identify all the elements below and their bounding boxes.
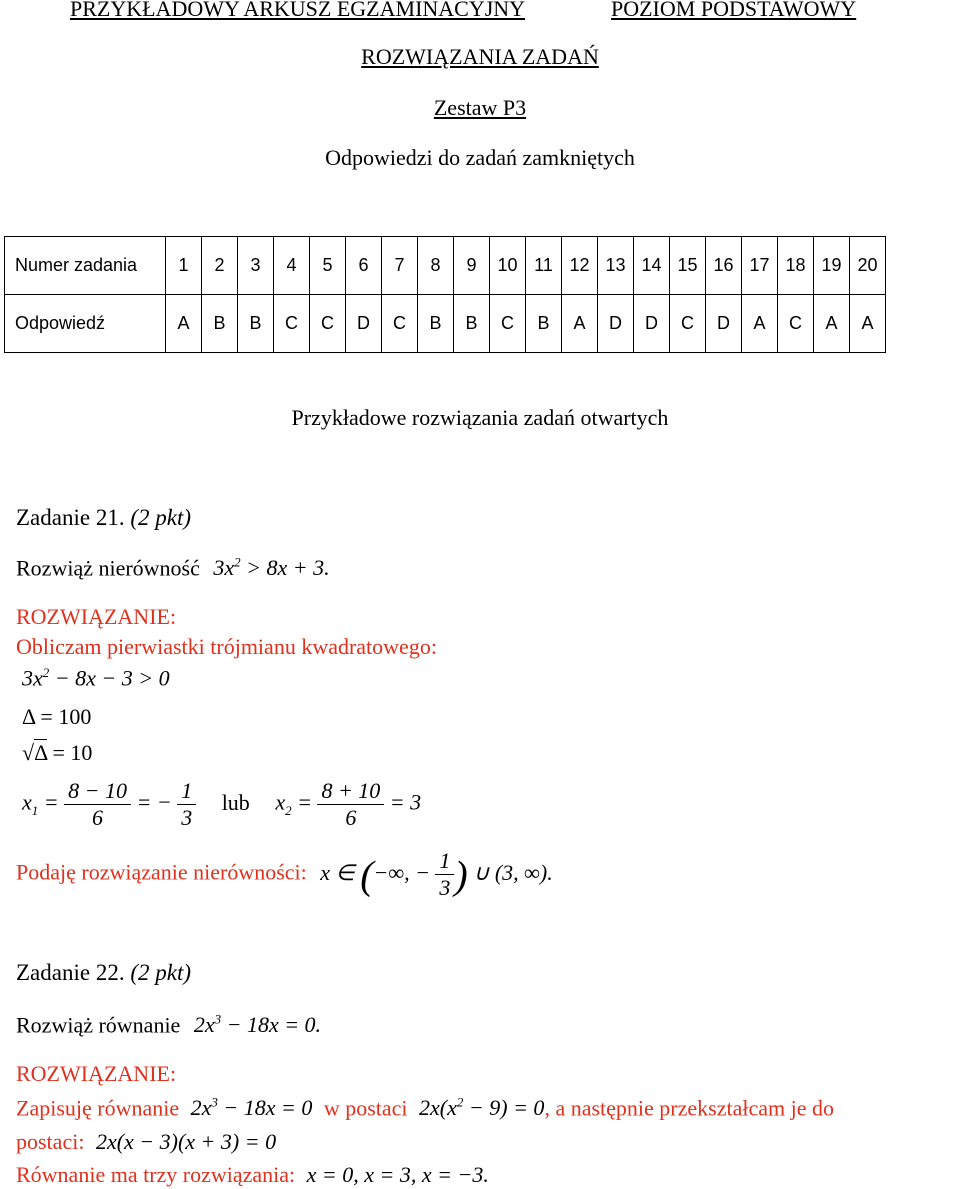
task22-step3-text: Równanie ma trzy rozwiązania: [16, 1162, 296, 1187]
table-cell: 20 [850, 237, 886, 295]
fraction: $\frac{8 + 10}{6}$ [317, 778, 384, 831]
task22-roots: x = 0, x = 3, x = −3. [306, 1162, 489, 1187]
task22-points: (2 pkt) [130, 960, 191, 985]
table-cell: C [670, 295, 706, 353]
table-cell: 7 [382, 237, 418, 295]
task21-heading [16, 505, 191, 531]
table-cell: 12 [562, 237, 598, 295]
task21-roots: $x_1$ = $\frac{8 - 10}{6}$ = − $\frac{1}{3}$ lub $x_2$ = $\frac{8 + 10}{6}$ = 3 [22, 778, 422, 830]
table-cell: A [742, 295, 778, 353]
table-cell: C [382, 295, 418, 353]
table-cell: 1 [166, 237, 202, 295]
task21-answer-prefix: Podaję rozwiązanie nierówności: [16, 859, 307, 885]
task22-eq-3: 2x(x − 3)(x + 3) = 0 [95, 1129, 277, 1154]
table-cell: 2 [202, 237, 238, 295]
table-cell: A [166, 295, 202, 353]
table-cell: 8 [418, 237, 454, 295]
task22-step1-a: Zapisuję równanie [16, 1095, 180, 1121]
table-row [5, 237, 886, 295]
table-cell: 13 [598, 237, 634, 295]
task22-prompt-text: Rozwiąż równanie [16, 1012, 181, 1038]
task22-eq-2: $2x(x^2 - 9) = 0$ [419, 1095, 545, 1121]
table-row [5, 295, 886, 353]
table-cell: 10 [490, 237, 526, 295]
task21-answer [16, 848, 553, 901]
table-cell: B [526, 295, 562, 353]
table-cell: A [850, 295, 886, 353]
task21-points: (2 pkt) [130, 505, 191, 530]
table-cell: 17 [742, 237, 778, 295]
open-heading: Przykładowe rozwiązania zadań otwartych [291, 405, 669, 430]
table-cell: 18 [778, 237, 814, 295]
task21-step1: Obliczam pierwiastki trójmianu kwadratowego: [16, 634, 437, 659]
task22-step1-c: , a następnie przekształcam je do [544, 1095, 834, 1121]
table-cell: 14 [634, 237, 670, 295]
table-cell: 5 [310, 237, 346, 295]
fraction: $\frac{1}{3}$ [177, 778, 196, 831]
task22-step1-b: w postaci [323, 1095, 408, 1121]
table-cell: D [598, 295, 634, 353]
level-label: POZIOM PODSTAWOWY [611, 0, 857, 21]
table-row-label: Numer zadania [5, 237, 166, 295]
set-title: Zestaw P3 [433, 95, 527, 120]
closed-heading: Odpowiedzi do zadań zamkniętych [325, 145, 635, 170]
task21-sqrt-value: = 10 [52, 740, 93, 765]
table-cell: 6 [346, 237, 382, 295]
task22-title: Zadanie 22. [16, 960, 125, 985]
task22-equation: $2x^3 - 18x = 0$. [193, 1012, 322, 1038]
fraction: $\frac{1}{3}$ [435, 848, 454, 901]
table-cell: D [706, 295, 742, 353]
fraction: $\frac{8 - 10}{6}$ [64, 778, 131, 831]
table-cell: A [562, 295, 598, 353]
table-cell: B [202, 295, 238, 353]
table-cell: B [454, 295, 490, 353]
table-cell: 4 [274, 237, 310, 295]
task22-heading [16, 960, 191, 986]
task21-delta: Δ = 100 [22, 704, 92, 729]
task22-eq-1: $2x^3 - 18x = 0$ [190, 1095, 313, 1121]
task21-solution-label: ROZWIĄZANIE: [16, 604, 177, 629]
task22-step2 [16, 1129, 276, 1155]
table-cell: C [274, 295, 310, 353]
table-cell: 9 [454, 237, 490, 295]
table-cell: 16 [706, 237, 742, 295]
answers-table [4, 236, 886, 353]
table-cell: 11 [526, 237, 562, 295]
task22-step3 [16, 1162, 489, 1188]
table-cell: C [778, 295, 814, 353]
task21-prompt [16, 555, 330, 581]
table-cell: B [238, 295, 274, 353]
table-cell: A [814, 295, 850, 353]
table-cell: D [346, 295, 382, 353]
task21-inequality: $3x^2 > 8x + 3$. [213, 555, 330, 581]
task22-step2-text: postaci: [16, 1129, 85, 1154]
task21-prompt-text: Rozwiąż nierówność [16, 555, 200, 581]
or-word: lub [221, 789, 250, 815]
task22-step1 [16, 1095, 834, 1121]
sqrt-icon: √Δ [22, 740, 48, 765]
table-cell: 19 [814, 237, 850, 295]
table-cell: 3 [238, 237, 274, 295]
table-cell: B [418, 295, 454, 353]
table-cell: C [490, 295, 526, 353]
task22-prompt [16, 1012, 321, 1038]
table-cell: C [310, 295, 346, 353]
task21-title: Zadanie 21. [16, 505, 125, 530]
task21-sqrt-delta [22, 740, 92, 766]
task21-answer-set: x ∈ (−∞, − $\frac{1}{3}$ ) ∪ (3, ∞). [320, 848, 553, 900]
table-cell: D [634, 295, 670, 353]
solutions-title: ROZWIĄZANIA ZADAŃ [361, 44, 599, 69]
task22-solution-label: ROZWIĄZANIE: [16, 1061, 177, 1086]
table-row-label: Odpowiedź [5, 295, 166, 353]
exam-title: PRZYKŁADOWY ARKUSZ EGZAMINACYJNY [70, 0, 526, 21]
table-cell: 15 [670, 237, 706, 295]
task21-quadratic: $3x^2 - 8x - 3 > 0$ [22, 665, 170, 691]
